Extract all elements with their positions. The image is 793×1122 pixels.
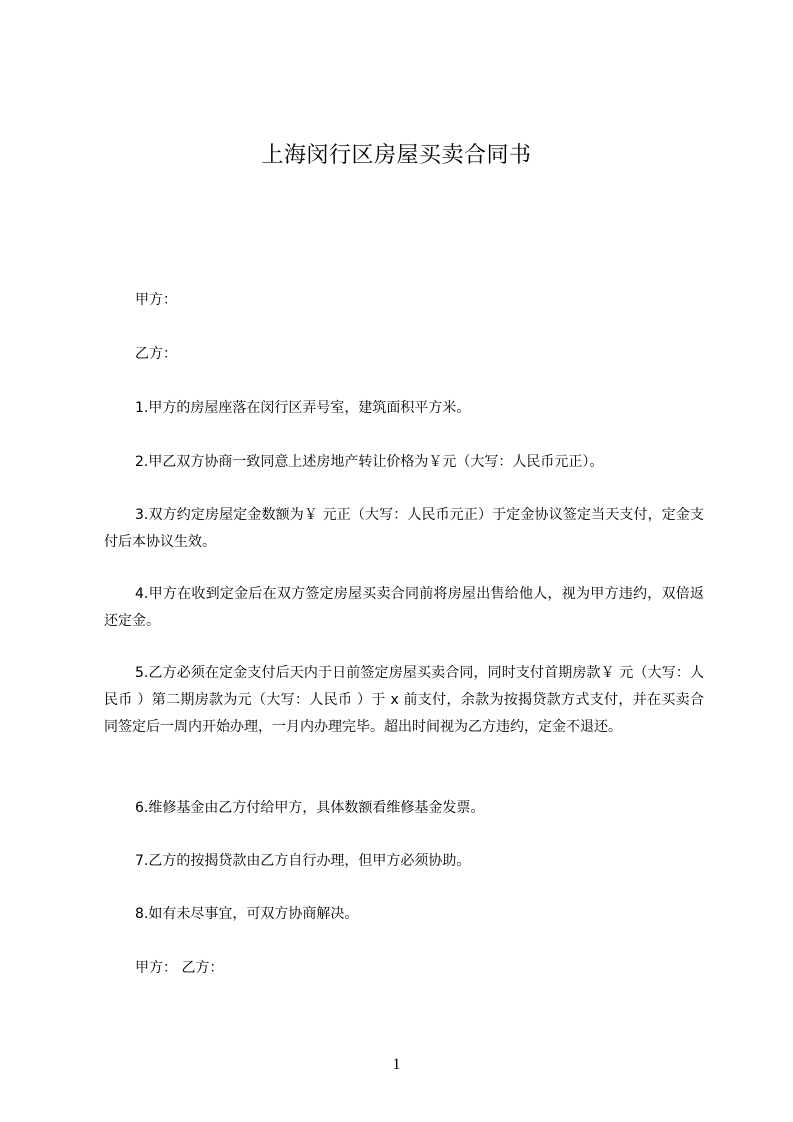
clause-2: 2.甲乙双方协商一致同意上述房地产转让价格为￥元（大写：人民币元正）。 xyxy=(135,454,604,470)
clause-8: 8.如有未尽事宜，可双方协商解决。 xyxy=(135,906,359,922)
clause-7: 7.乙方的按揭贷款由乙方自行办理，但甲方必须协助。 xyxy=(135,853,471,869)
party-a-label: 甲方： xyxy=(135,292,177,308)
signature-line: 甲方： 乙方： xyxy=(135,960,224,976)
party-b-label: 乙方： xyxy=(135,346,177,362)
document-title: 上海闵行区房屋买卖合同书 xyxy=(261,143,532,168)
clause-5: 5.乙方必须在定金支付后天内于日前签定房屋买卖合同，同时支付首期房款￥ 元（大写：人民币 ）第二期房款为元（大写：人民币 ）于 x 前支付，余款为按揭贷款方式支付，并在买卖合同签定后一周内开始办理，一月内办理完毕。超出时间视为乙方违约，定金不退还。 xyxy=(104,665,704,735)
clause-3: 3.双方约定房屋定金数额为￥ 元正（大写：人民币元正）于定金协议签定当天支付，定金支付后本协议生效。 xyxy=(104,507,704,550)
page-number: 1 xyxy=(392,1056,401,1073)
clause-6: 6.维修基金由乙方付给甲方，具体数额看维修基金发票。 xyxy=(135,800,485,816)
clause-4: 4.甲方在收到定金后在双方签定房屋买卖合同前将房屋出售给他人，视为甲方违约，双倍返还定金。 xyxy=(104,586,704,629)
clause-1: 1.甲方的房屋座落在闵行区弄号室，建筑面积平方米。 xyxy=(135,400,471,416)
